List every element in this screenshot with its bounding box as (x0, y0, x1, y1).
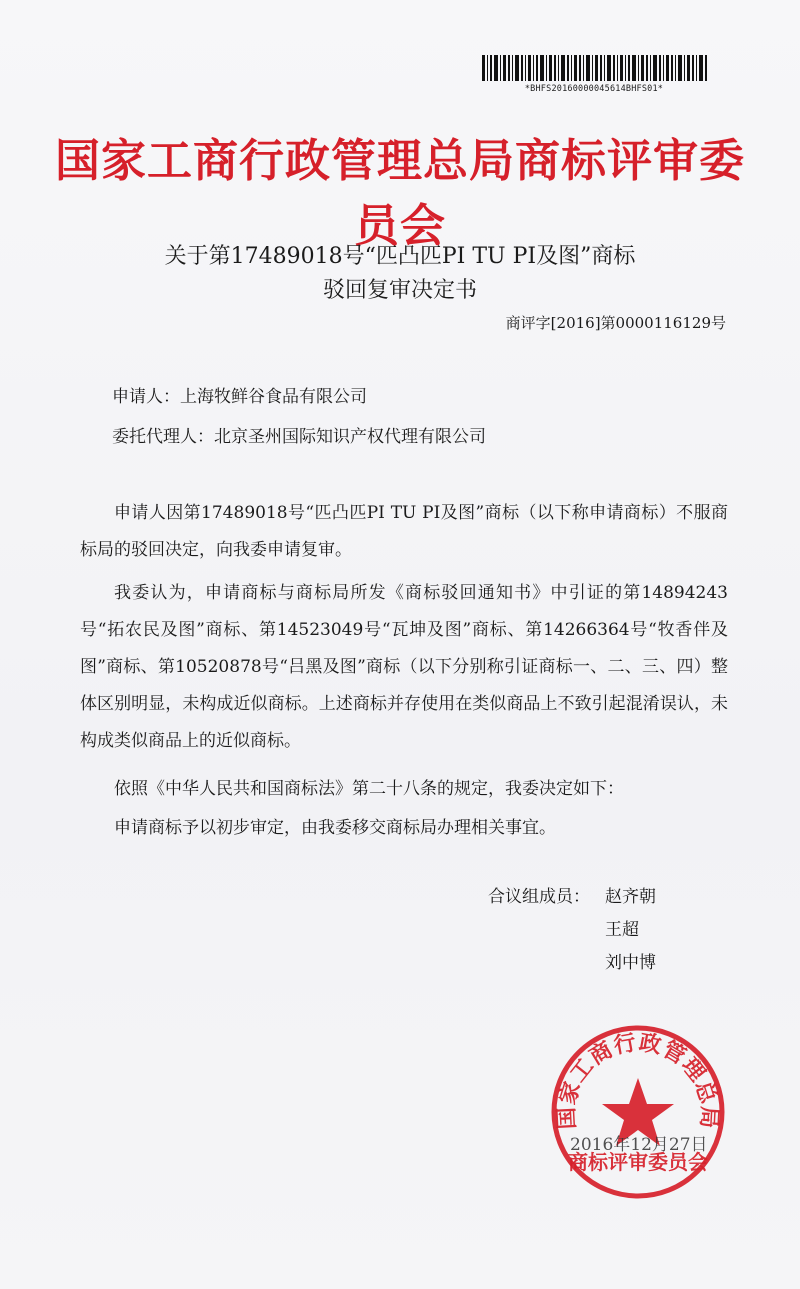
panel-member: 赵齐朝 (605, 887, 656, 907)
paragraph-legal-basis: 依照《中华人民共和国商标法》第二十八条的规定，我委决定如下： (114, 779, 624, 799)
seal-text-top: 国家工商行政管理总局 (553, 1029, 723, 1130)
decision-title-line2: 驳回复审决定书 (322, 278, 477, 303)
barcode-block (478, 55, 710, 94)
paragraph-decision: 申请商标予以初步审定，由我委移交商标局办理相关事宜。 (114, 818, 556, 838)
panel-label: 合议组成员： (488, 887, 590, 907)
decision-date: 2016年12月27日 (570, 1135, 708, 1155)
barcode-text: *BHFS20160000045614BHFS01* (524, 84, 664, 94)
decision-title-line1: 关于第17489018号“匹凸匹PI TU PI及图”商标 (164, 244, 636, 269)
official-seal (548, 1022, 728, 1202)
applicant-line: 申请人：上海牧鲜谷食品有限公司 (112, 387, 367, 407)
seal-text-bottom: 商标评审委员会 (568, 1150, 708, 1174)
decision-title (130, 240, 670, 308)
agent-line: 委托代理人：北京圣州国际知识产权代理有限公司 (112, 427, 486, 447)
paragraph-request: 申请人因第17489018号“匹凸匹PI TU PI及图”商标（以下称申请商标）不服商标局的驳回决定，向我委申请复审。 (80, 503, 728, 560)
reference-number: 商评字[2016]第0000116129号 (505, 314, 726, 332)
paragraph-reasoning: 我委认为，申请商标与商标局所发《商标驳回通知书》中引证的第14894243号“拓农民及图”商标、第14523049号“瓦坤及图”商标、第14266364号“牧香伴及图”商标、第10520878号“吕黑及图”商标（以下分别称引证商标一、二、三、四）整体区别明显，未构成近似商标。上述商标并存使用在类似商品上不致引起混淆误认，未构成类似商品上的近似商标。 (80, 583, 728, 751)
panel-member: 刘中博 (605, 953, 656, 973)
panel-member: 王超 (605, 920, 639, 940)
office-title: 国家工商行政管理总局商标评审委员会 (54, 134, 745, 252)
barcode-image (478, 55, 710, 81)
